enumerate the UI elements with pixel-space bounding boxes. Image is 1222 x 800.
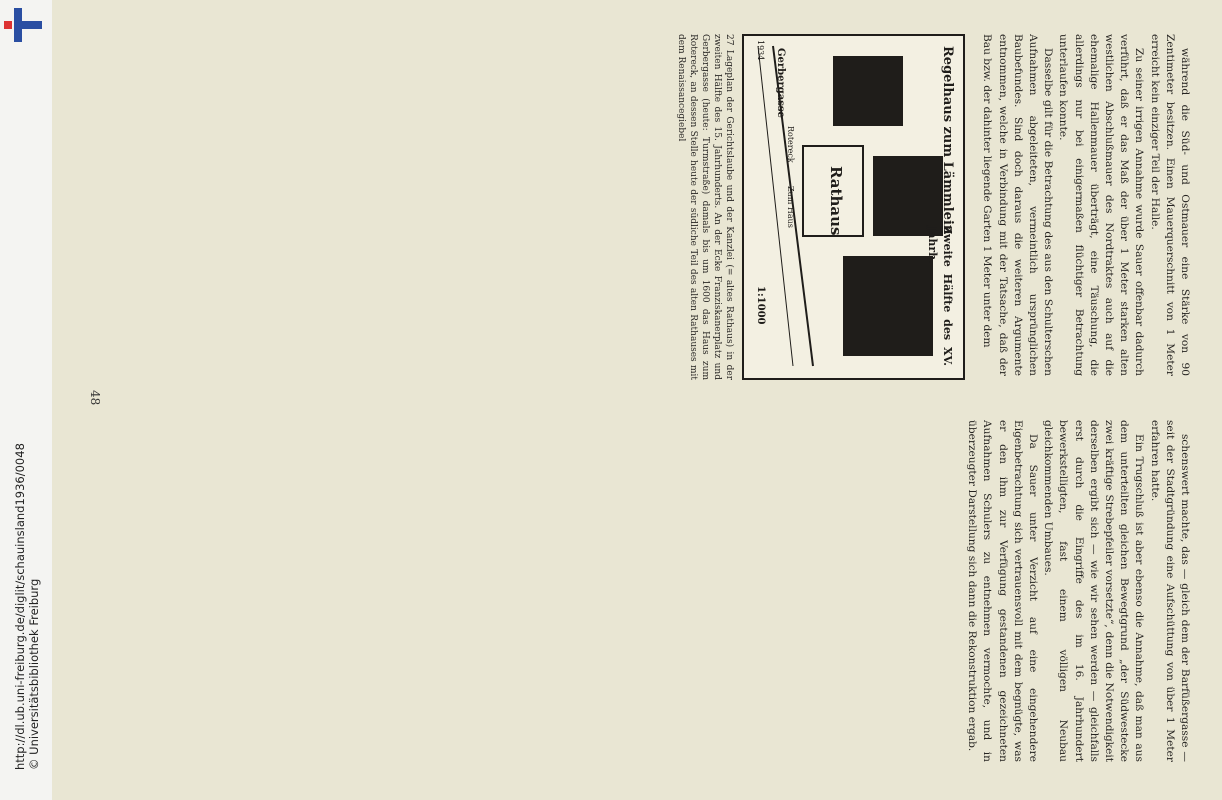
permalink-text[interactable]: http://dl.ub.uni-freiburg.de/diglit/schauinsland1936/0048 (13, 443, 27, 770)
paragraph: Ein Trugschluß ist aber ebenso die Annahme, daß man aus dem unterteilten gleichen Bewegtgrund „der Südwestecke zwei kräftige Strebepfeiler vorsetzte“, denn die Notwendigkeit derselben ergibt sich — wie wir sehen werden — gleichfalls erst durch die Eingriffe des im 16. Jahrhundert bewerkstelligten, fast einem völligen Neubau gleichkommenden Umbaues. (1042, 420, 1146, 762)
paragraph: Zu seiner irrigen Annahme wurde Sauer offenbar dadurch verführt, daß er das Maß der über 1 Meter starken alten westlichen Abschlußmauer des Nordtraktes auch auf die ehemalige Hallenmauer überträgt, eine Täuschung, die allerdings nur bei einigermaßen flüchtiger Betrachtung unterlaufen konnte. (1057, 34, 1146, 376)
viewer-sidebar (0, 0, 52, 800)
figure (635, 34, 965, 380)
map-label-corner: 1934 (756, 40, 766, 61)
map-scale: 1:1000 (755, 286, 767, 325)
paragraph: schenswert machte, das — gleich dem der Barfüßergasse — seit der Stadtgründung eine Aufschüttung von über 1 Meter erfahren hatte. (1148, 420, 1191, 762)
paragraph: Da Sauer unter Verzicht auf eine eingehendere Eigenbetrachtung sich vertrauensvoll mit dem begnügte, was er den ihm zur Verfügung gestandenen gezeichneten Aufnahmen Schulers zu entnehmen vermochte, und in überzeugter Darstellung sich dann die Rekonstruktion ergab. (966, 420, 1039, 762)
page-number: 48 (88, 390, 102, 406)
map-label-side: Zweite Hälfte des XV. Jahrh. (925, 226, 955, 366)
map-label-small: Rotereck (786, 126, 796, 163)
text-column-first (635, 34, 1192, 380)
url-strip (13, 30, 41, 770)
map-label-small: Zum Haus (786, 186, 796, 228)
page-frame (52, 0, 1222, 800)
paragraph: Dasselbe gilt für die Betrachtung des aus den Schulterschen Aufnahmen abgeleiteten, vermeintlich ursprünglichen Baubefundes. Sind doch daraus die weiteren Argumente entnommen, welche in Verbindung mit der Tatsache, daß der Bau bzw. der dahinter liegende Garten 1 Meter unter dem (981, 34, 1055, 376)
text-column-second (964, 420, 1192, 762)
figure-caption: 27 Lageplan der Gerichtslaube und der Kanzlei (= altes Rathaus) in der zweiten Hälfte des 15. Jahrhunderts. An der Ecke Franziskanerplatz und Gerbergasse (heute: Turmstraße) damals bis um 1600 das Haus zum Rotereck, an dessen Stelle heute der südliche Teil des alten Rathauses mit dem Renaissancegiebel (676, 34, 735, 380)
map-label-center: Rathaus (827, 166, 846, 236)
paragraph: während die Süd- und Ostmauer eine Stärke von 90 Zentimeter besitzen. Einen Mauerquerschnitt von 1 Meter erreicht kein einziger Teil der Halle. (1148, 34, 1191, 376)
site-plan-map (742, 34, 965, 380)
map-label-street: Gerbergasse (775, 48, 787, 118)
scanned-page (52, 0, 1222, 800)
copyright-text: © Universitätsbibliothek Freiburg (27, 578, 41, 770)
map-label-top: Regelhaus zum Lämmlein (940, 46, 956, 235)
